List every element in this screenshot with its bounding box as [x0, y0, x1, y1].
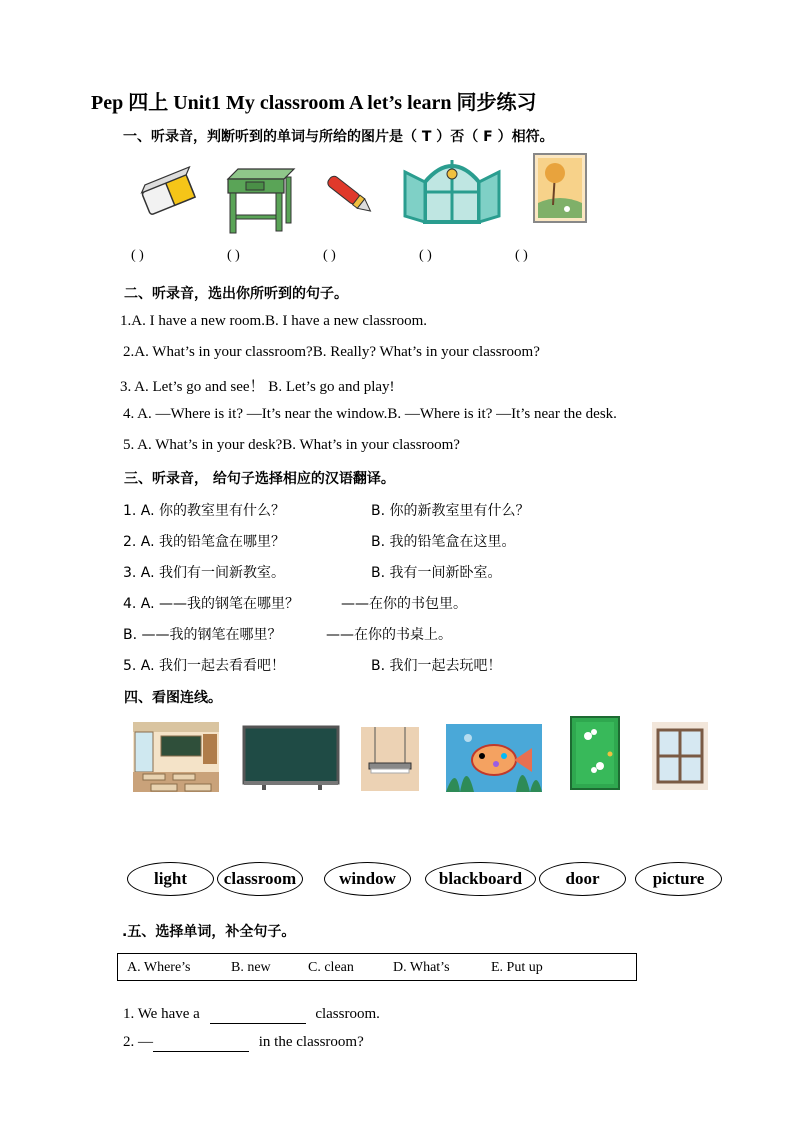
s3-row2-b: B. 我的铅笔盒在这里。: [371, 534, 516, 550]
section4-heading: 四、看图连线。: [124, 690, 222, 706]
s3-row6-a: 5. A. 我们一起去看看吧！: [123, 658, 286, 674]
section2-heading: 二、听录音，选出你所听到的句子。: [124, 286, 348, 302]
light-icon: [361, 727, 419, 791]
fish-picture-icon: [446, 724, 542, 792]
word-oval-window: window: [324, 862, 411, 896]
s5-question-1: [123, 1006, 380, 1024]
section1-heading: 一、听录音，判断听到的单词与所给的图片是（ T ）否（ F ）相符。: [123, 129, 554, 145]
option-b: B. new: [231, 960, 271, 975]
s3-row3-b: B. 我有一间新卧室。: [371, 565, 502, 581]
option-e: E. Put up: [491, 960, 543, 975]
s3-row5-b: ——在你的书桌上。: [326, 627, 452, 643]
classroom-icon: [133, 722, 219, 792]
s3-row4-b: ——在你的书包里。: [341, 596, 467, 612]
option-c: C. clean: [308, 960, 354, 975]
eraser-icon: [138, 165, 198, 223]
s3-row5-a: B. ——我的钢笔在哪里？: [123, 627, 282, 643]
s5-question-2: [123, 1034, 364, 1052]
s2-line-4: 4. A. —Where is it? —It’s near the window.B. —Where is it? —It’s near the desk.: [123, 406, 617, 422]
word-oval-light: light: [127, 862, 214, 896]
s2-line-5: 5. A. What’s in your desk?B. What’s in your classroom?: [123, 437, 460, 453]
s3-row2-a: 2. A. 我的铅笔盒在哪里？: [123, 534, 286, 550]
door-icon: [570, 716, 620, 790]
picture-icon: [533, 153, 587, 223]
answer-paren-5: ( ): [515, 248, 528, 263]
answer-paren-4: ( ): [419, 248, 432, 263]
s3-row6-b: B. 我们一起去玩吧！: [371, 658, 502, 674]
desk-icon: [224, 165, 298, 235]
s2-line-1: 1.A. I have a new room.B. I have a new classroom.: [120, 313, 427, 329]
q1-suffix: classroom.: [315, 1006, 380, 1022]
s2-line-2: 2.A. What’s in your classroom?B. Really? What’s in your classroom?: [123, 344, 540, 360]
options-box: [117, 953, 637, 981]
answer-paren-3: ( ): [323, 248, 336, 263]
option-d: D. What’s: [393, 960, 450, 975]
s3-row3-a: 3. A. 我们有一间新教室。: [123, 565, 286, 581]
q2-prefix: 2. —: [123, 1034, 153, 1050]
s3-row4-a: 4. A. ——我的钢笔在哪里？: [123, 596, 300, 612]
q1-prefix: 1. We have a: [123, 1006, 200, 1022]
option-a: A. Where’s: [127, 960, 191, 975]
section5-heading: .五、选择单词，补全句子。: [122, 924, 296, 940]
word-oval-blackboard: blackboard: [425, 862, 536, 896]
s3-row1-a: 1. A. 你的教室里有什么？: [123, 503, 286, 519]
window-icon: [652, 722, 708, 790]
s3-row1-b: B. 你的新教室里有什么？: [371, 503, 530, 519]
page-title: Pep 四上 Unit1 My classroom A let’s learn 同步练习: [91, 92, 537, 114]
window-icon: [403, 152, 501, 224]
pen-icon: [322, 171, 378, 219]
answer-paren-2: ( ): [227, 248, 240, 263]
blackboard-icon: [242, 725, 340, 791]
word-oval-classroom: classroom: [217, 862, 303, 896]
q2-suffix: in the classroom?: [258, 1034, 364, 1050]
word-oval-door: door: [539, 862, 626, 896]
s2-line-3: 3. A. Let’s go and see！ B. Let’s go and play!: [120, 379, 395, 395]
section3-heading: 三、听录音， 给句子选择相应的汉语翻译。: [124, 471, 395, 487]
answer-paren-1: ( ): [131, 248, 144, 263]
word-oval-picture: picture: [635, 862, 722, 896]
q1-blank[interactable]: [210, 1006, 306, 1024]
q2-blank[interactable]: [153, 1034, 249, 1052]
